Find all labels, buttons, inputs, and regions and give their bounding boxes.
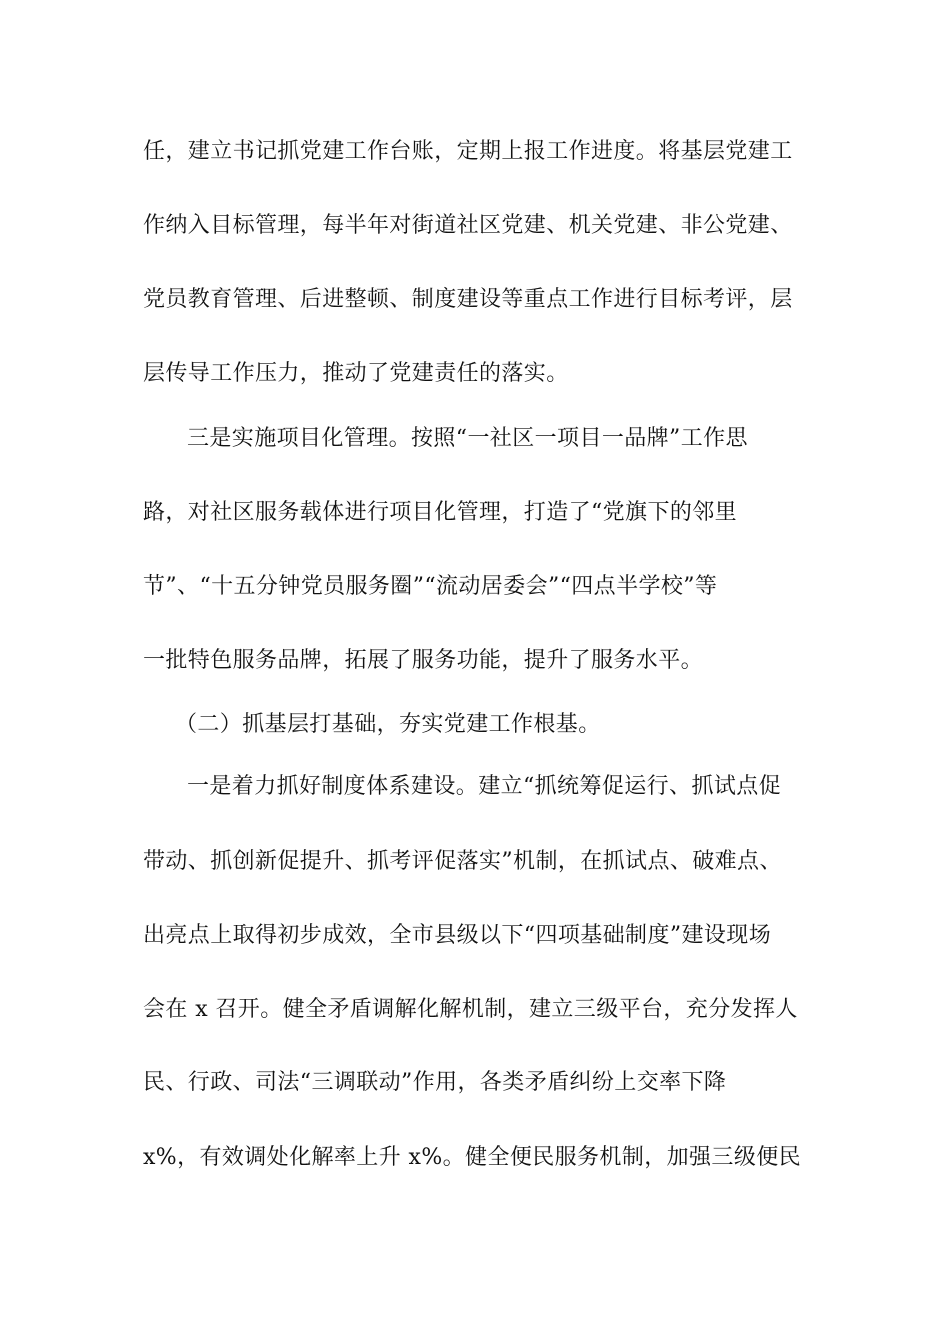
text-line: 会在 x 召开。健全矛盾调解化解机制，建立三级平台，充分发挥人 <box>143 997 798 1022</box>
text-line: 层传导工作压力，推动了党建责任的落实。 <box>143 361 569 386</box>
section-heading: （二）抓基层打基础，夯实党建工作根基。 <box>175 712 601 737</box>
text-line: 带动、抓创新促提升、抓考评促落实”机制，在抓试点、破难点、 <box>143 849 782 874</box>
text-line: 节”、“十五分钟党员服务圈”“流动居委会”“四点半学校”等 <box>143 574 718 599</box>
text-line: 任，建立书记抓党建工作台账，定期上报工作进度。将基层党建工 <box>143 139 793 164</box>
paragraph-start-line: 三是实施项目化管理。按照“一社区一项目一品牌”工作思 <box>187 426 748 451</box>
text-line: 一批特色服务品牌，拓展了服务功能，提升了服务水平。 <box>143 648 704 673</box>
text-line: x%，有效调处化解率上升 x%。健全便民服务机制，加强三级便民 <box>143 1145 802 1170</box>
text-line: 党员教育管理、后进整顿、制度建设等重点工作进行目标考评，层 <box>143 287 793 312</box>
paragraph-start-line: 一是着力抓好制度体系建设。建立“抓统筹促运行、抓试点促 <box>187 774 782 799</box>
text-line: 作纳入目标管理，每半年对街道社区党建、机关党建、非公党建、 <box>143 213 793 238</box>
text-line: 民、行政、司法“三调联动”作用，各类矛盾纠纷上交率下降 <box>143 1070 727 1095</box>
text-line: 路，对社区服务载体进行项目化管理，打造了“党旗下的邻里 <box>143 500 738 525</box>
text-line: 出亮点上取得初步成效，全市县级以下“四项基础制度”建设现场 <box>143 923 772 948</box>
